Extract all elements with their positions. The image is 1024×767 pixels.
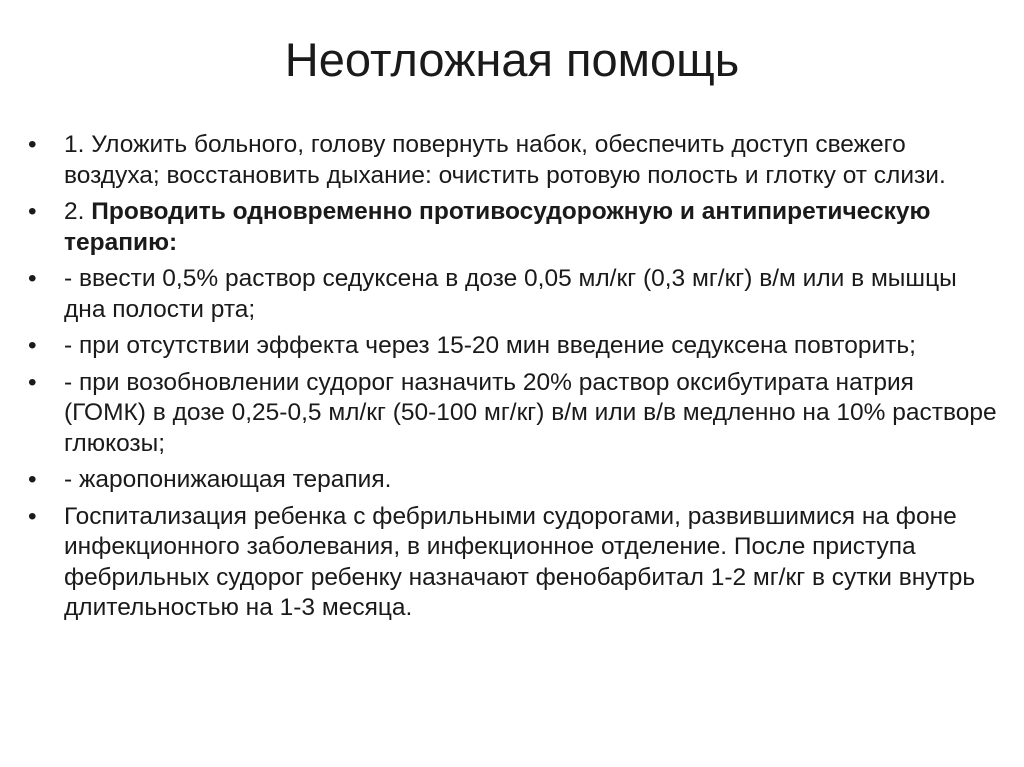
bullet-icon: • bbox=[28, 332, 37, 359]
bullet-text: - ввести 0,5% раствор седуксена в дозе 0,05 мл/кг (0,3 мг/кг) в/м или в мышцы дна полости рта; bbox=[64, 265, 957, 323]
bullet-icon: • bbox=[28, 198, 37, 225]
bullet-icon: • bbox=[28, 131, 37, 158]
bullet-item-6 bbox=[28, 465, 998, 496]
bullet-icon: • bbox=[28, 502, 37, 530]
bullet-icon: • bbox=[28, 265, 37, 292]
bullet-item-4 bbox=[28, 331, 998, 362]
bullet-item-2 bbox=[28, 197, 998, 258]
bullet-item-7 bbox=[28, 502, 998, 624]
bullet-text: 1. Уложить больного, голову повернуть набок, обеспечить доступ свежего воздуха; восстановить дыхание: очистить ротовую полость и глотку от слизи. bbox=[64, 131, 946, 189]
bullet-text: - жаропонижающая терапия. bbox=[64, 466, 392, 493]
bullet-icon: • bbox=[28, 368, 37, 396]
bullet-item-5 bbox=[28, 368, 998, 460]
bullet-item-1 bbox=[28, 130, 998, 191]
bullet-text: - при отсутствии эффекта через 15-20 мин введение седуксена повторить; bbox=[64, 332, 916, 359]
bullet-list bbox=[28, 130, 998, 630]
bullet-item-3 bbox=[28, 264, 998, 325]
bullet-text: - при возобновлении судорог назначить 20% раствор оксибутирата натрия (ГОМК) в дозе 0,25-0,5 мл/кг (50-100 мг/кг) в/м или в/в медленно на 10% растворе глюкозы; bbox=[64, 368, 997, 457]
bullet-text: Госпитализация ребенка с фебрильными судорогами, развившимися на фоне инфекционного заболевания, в инфекционное отделение. После приступа фебрильных судорог ребенку назначают фенобарбитал 1-2 мг/кг в сутки внутрь длительностью на 1-3 месяца. bbox=[64, 502, 976, 621]
slide-title: Неотложная помощь bbox=[284, 33, 740, 86]
bullet-bold-text: Проводить одновременно противосудорожную и антипиретическую терапию: bbox=[64, 198, 931, 256]
bullet-icon: • bbox=[28, 466, 37, 493]
bullet-prefix: 2. bbox=[64, 198, 92, 225]
